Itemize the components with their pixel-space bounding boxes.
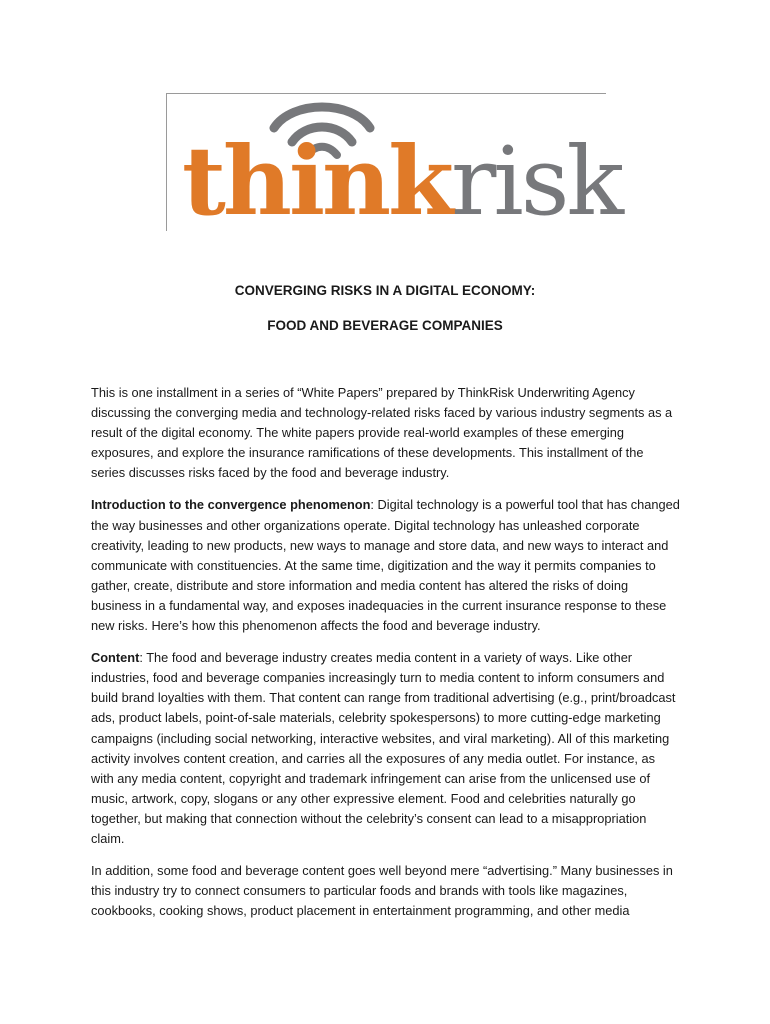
addition-paragraph: In addition, some food and beverage content goes well beyond mere “advertising.” Many businesses in this industry try to connect consumers to particular foods and brands with tools like magazines, cookbooks, cooking shows, product placement in entertainment programming, and other media	[91, 863, 673, 919]
document-title-line-1: CONVERGING RISKS IN A DIGITAL ECONOMY:	[234, 283, 536, 298]
convergence-heading: Introduction to the convergence phenomenon	[91, 497, 371, 513]
intro-paragraph: This is one installment in a series of “White Papers” prepared by ThinkRisk Underwriting Agency discussing the converging media and technology-related risks faced by various industry segments as a result of the digital economy. The white papers provide real-world examples of these emerging exposures, and explore the insurance ramifications of these developments. This installment of the series discusses risks faced by the food and beverage industry.	[91, 385, 673, 481]
thinkrisk-logo	[182, 126, 622, 237]
convergence-text: : Digital technology is a powerful tool that has changed the way businesses and other organizations operate. Digital technology has unleashed corporate creativity, leading to new products, new ways to manage and store data, and new ways to interact and communicate with constituencies. At the same time, digitization and the way it permits companies to gather, create, distribute and store information and media content has altered the risks of doing business in a fundamental way, and exposes inadequacies in the current insurance response to these new risks. Here’s how this phenomenon affects the food and beverage industry.	[91, 497, 680, 634]
document-title-line-2: FOOD AND BEVERAGE COMPANIES	[267, 318, 503, 333]
content-text: : The food and beverage industry creates media content in a variety of ways. Like other industries, food and beverage companies increasingly turn to media content to inform consumers and build brand loyalties with them. That content can range from traditional advertising (e.g., print/broadcast ads, product labels, point-of-sale materials, celebrity spokespersons) to more cutting-edge marketing campaigns (including social networking, interactive websites, and viral marketing). All of this marketing activity involves content creation, and carries all the exposures of any media outlet. For instance, as with any media content, copyright and trademark infringement can arise from the unlicensed use of music, artwork, copy, slogans or any other expressive element. Food and celebrities naturally go together, but making that connection without the celebrity’s consent can lead to a misappropriation claim.	[91, 650, 676, 846]
content-paragraph	[91, 648, 681, 849]
convergence-paragraph	[91, 495, 681, 636]
document-body	[91, 383, 681, 933]
logo-risk-text: risk	[450, 127, 622, 237]
logo-think-text: think	[182, 126, 451, 237]
content-heading: Content	[91, 650, 140, 666]
